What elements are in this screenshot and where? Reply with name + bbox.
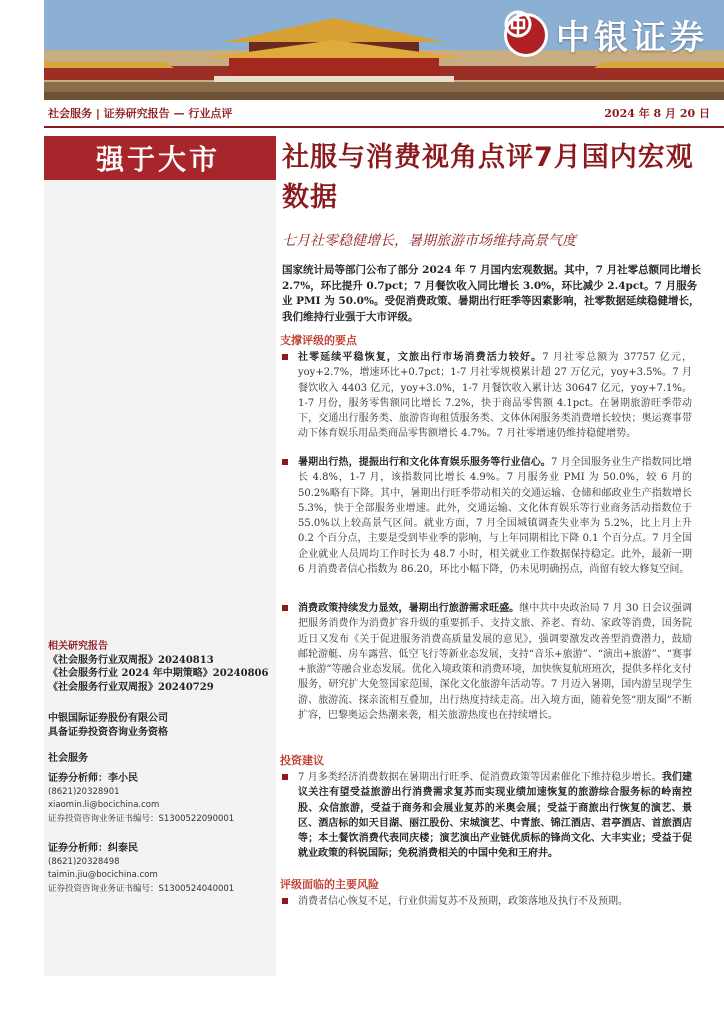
header-banner (44, 0, 724, 100)
related-report-item[interactable]: 《社会服务行业 2024 年中期策略》20240806 (48, 668, 269, 680)
industry-name: 社会服务 (48, 753, 88, 764)
sidebar (44, 180, 276, 976)
analyst-phone: (8621)20328498 (48, 856, 120, 867)
analyst-name: 证券分析师：纠泰民 (48, 843, 138, 854)
report-date: 2024 年 8 月 20 日 (604, 107, 710, 120)
report-title: 社服与消费视角点评7月国内宏观数据 (282, 142, 694, 213)
section-support-title: 支撑评级的要点 (280, 334, 357, 347)
related-reports (48, 640, 274, 694)
analyst-1 (48, 772, 274, 826)
company-qualification: 具备证券投资咨询业务资格 (48, 726, 168, 738)
report-subtitle: 七月社零稳健增长，暑期旅游市场维持高景气度 (282, 233, 576, 249)
bullet-icon (282, 354, 288, 360)
related-report-item[interactable]: 《社会服务行业双周报》20240729 (48, 681, 214, 693)
analyst-cert: 证券投资咨询业务证书编号：S1300522090001 (48, 813, 235, 824)
point-heading: 暑期出行热，提振出行和文化体育娱乐服务等行业信心。 (298, 457, 551, 468)
advice-paragraph (282, 770, 692, 862)
analyst-2 (48, 842, 274, 896)
industry-label (48, 752, 274, 766)
point-body: 7 月全国服务业生产指数同比增长 4.8%，1-7 月，该指数同比增长 4.9%。7 月服务业 PMI 为 50.0%，较 6 月的 50.2%略有下降。其中，暑期出行旺季带动相关的交通运输、仓储和邮政业生产指数增长 5.3%，快于全部服务业增速。此外，交通运输、文化体育娱乐等行业商务活动指数位于 55.0%以上较高景气区间。就业方面，7 月全国城镇调查失业率为 5.2%，比上月上升 0.2 个百分点，主要是受到毕业季的影响，与上年同期相比下降 0.1 个百分点。7 月全国企业就业人员周均工作时长为 48.7 小时，相关就业工作数据保持稳定。此外，最新一期 6 月消费者信心指数为 86.20，环比小幅下降，仍未见明确拐点，尚留有较大修复空间。 (298, 457, 693, 576)
bullet-icon (282, 459, 288, 465)
point-2 (282, 455, 692, 577)
bullet-icon (282, 898, 288, 904)
analyst-name: 证券分析师：李小民 (48, 773, 138, 784)
analyst-email[interactable]: xiaomin.li@bocichina.com (48, 800, 160, 811)
point-3 (282, 601, 692, 723)
advice-recommendation: 我们建议关注有望受益旅游出行消费需求复苏而实现业绩加速恢复的旅游综合服务标的岭南控股、众信旅游，受益于商务和会展业复苏的米奥会展；受益于商旅出行恢复的演艺、景区、酒店标的如天目湖、丽江股份、宋城演艺、中青旅、锦江酒店、君亭酒店、首旅酒店等；本土餐饮消费代表同庆楼；演艺演出产业链优质标的锋尚文化、大丰实业；受益于促就业政策的科锐国际；免税消费相关的中国中免和王府井。 (298, 772, 692, 860)
point-body: 7 月社零总额为 37757 亿元，yoy+2.7%，增速环比+0.7pct；1-7 月社零规模累计超 27 万亿元，yoy+3.5%。7 月餐饮收入 4403 亿元，yoy+3.0%，1-7 月餐饮收入累计达 30647 亿元，yoy+7.1%。1-7 月份，服务零售额同比增长 7.2%，快于商品零售额 4.1pct。在暑期旅游旺季带动下，交通出行服务类、旅游咨询租赁服务类、文体休闲服务类消费增长较快；奥运赛事带动下体育娱乐用品类商品零售额增长 4.7%。7 月社零增速仍维持稳健增势。 (298, 352, 692, 440)
brand-name: 中银证券 (556, 18, 708, 58)
section-advice-title: 投资建议 (280, 754, 324, 767)
bullet-icon (282, 605, 288, 611)
point-body: 继中共中央政治局 7 月 30 日会议强调把服务消费作为消费扩容升级的重要抓手、支持文旅、养老、育幼、家政等消费，国务院近日又发布《关于促进服务消费高质量发展的意见》，强调要激发改善型消费潜力，鼓励邮轮游艇、房车露营、低空飞行等新业态发展，支持“音乐+旅游”、“演出+旅游”、“赛事+旅游”等融合业态发展。优化入境政策和消费环境，加快恢复航班班次，提供多样化支付服务，研究扩大免签国家范围，深化文化旅游年活动等。7 月迈入暑期，国内游呈现学生游、旅游流、探亲流相互叠加，出行热度持续走高。出入境方面，随着免签“朋友圈”不断扩容，巴黎奥运会热潮来袭，相关旅游热度也在持续增长。 (298, 603, 692, 722)
point-heading: 社零延续平稳恢复，文旅出行市场消费活力较好。 (298, 352, 543, 363)
company-info (48, 712, 274, 739)
related-report-item[interactable]: 《社会服务行业双周报》20240813 (48, 654, 214, 666)
lead-summary: 国家统计局等部门公布了部分 2024 年 7 月国内宏观数据。其中，7 月社零总额同比增长 2.7%，环比提升 0.7pct；7 月餐饮收入同比增长 3.0%，环比减少 2.4pct。7 月服务业 PMI 为 50.0%。受促消费政策、暑期出行旺季等因素影响，社零数据延续稳健增长，我们维持行业强于大市评级。 (282, 264, 702, 323)
analyst-email[interactable]: taimin.jiu@bocichina.com (48, 870, 158, 881)
risk-paragraph (282, 894, 692, 909)
boc-logo-icon (504, 13, 548, 57)
report-category: 社会服务 | 证券研究报告 — 行业点评 (48, 107, 233, 120)
point-1 (282, 350, 692, 442)
related-reports-title: 相关研究报告 (48, 641, 108, 652)
advice-intro: 7 月多类经济消费数据在暑期出行旺季、促消费政策等因素催化下维持稳步增长。 (298, 772, 662, 783)
point-heading: 消费政策持续发力显效，暑期出行旅游需求旺盛。 (298, 603, 520, 614)
section-risk-title: 评级面临的主要风险 (280, 878, 379, 891)
company-name: 中银国际证券股份有限公司 (48, 713, 168, 724)
brand-logo (504, 10, 708, 59)
analyst-phone: (8621)20328901 (48, 786, 120, 797)
rating-badge: 强于大市 (44, 136, 276, 180)
risk-text: 消费者信心恢复不足，行业供需复苏不及预期，政策落地及执行不及预期。 (298, 896, 628, 907)
report-header-bar (44, 100, 724, 128)
bullet-icon (282, 774, 288, 780)
analyst-cert: 证券投资咨询业务证书编号：S1300524040001 (48, 883, 235, 894)
